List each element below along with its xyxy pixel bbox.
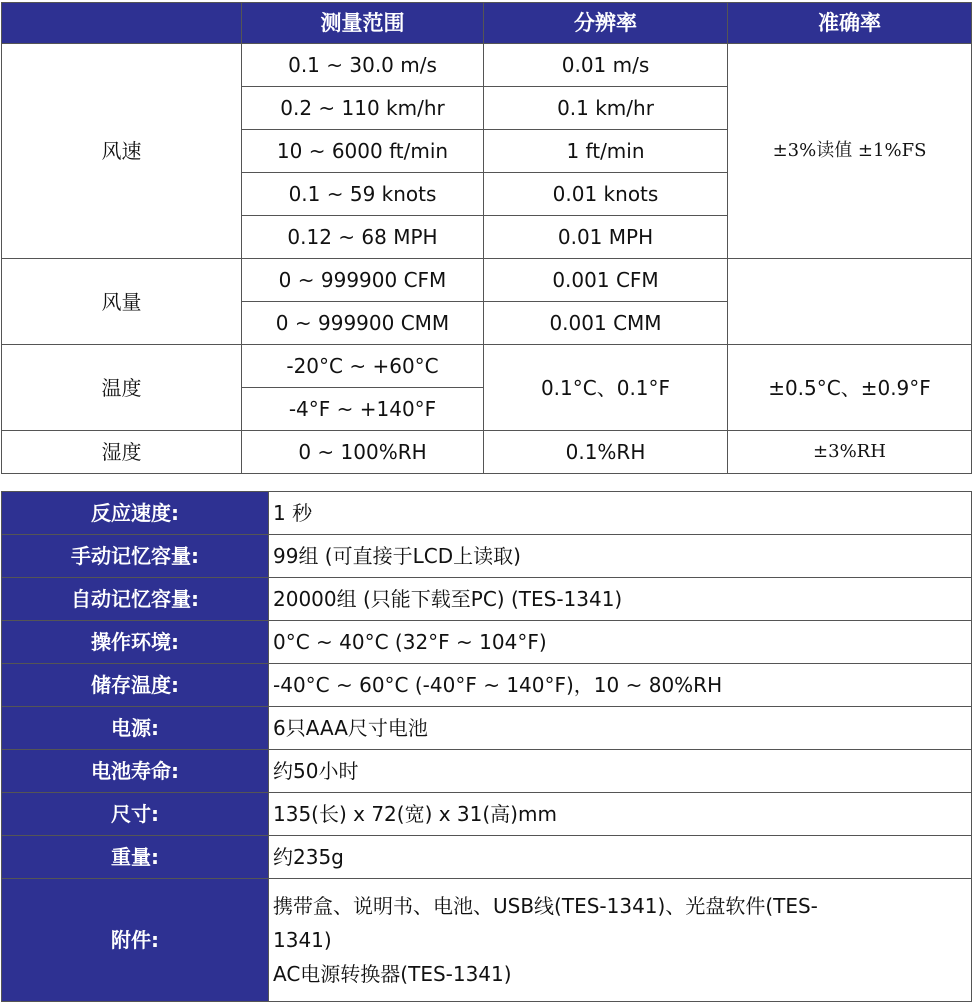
spec-label: 手动记忆容量:: [2, 535, 269, 578]
temperature-accuracy: ±0.5°C、±0.9°F: [728, 345, 972, 431]
spec-label: 反应速度:: [2, 492, 269, 535]
spec-value: 99组 (可直接于LCD上读取): [269, 535, 972, 578]
humidity-range: 0 ~ 100%RH: [242, 431, 484, 474]
spec-value: -40°C ~ 60°C (-40°F ~ 140°F)，10 ~ 80%RH: [269, 664, 972, 707]
spec-label: 电池寿命:: [2, 750, 269, 793]
accessories-line: 携带盒、说明书、电池、USB线(TES-1341)、光盘软件(TES-: [273, 894, 818, 918]
table-row: [2, 345, 972, 388]
wind-speed-range: 10 ~ 6000 ft/min: [242, 130, 484, 173]
table-row: [2, 578, 972, 621]
header-resolution: 分辨率: [484, 3, 728, 44]
spec-value: 20000组 (只能下载至PC) (TES-1341): [269, 578, 972, 621]
general-spec-table: [1, 491, 972, 1002]
spec-label: 重量:: [2, 836, 269, 879]
spec-value: 1 秒: [269, 492, 972, 535]
header-row: [2, 3, 972, 44]
spec-value: 6只AAA尺寸电池: [269, 707, 972, 750]
table-row: [2, 431, 972, 474]
accessories-line: AC电源转换器(TES-1341): [273, 962, 512, 986]
spec-label: 电源:: [2, 707, 269, 750]
wind-speed-range: 0.12 ~ 68 MPH: [242, 216, 484, 259]
wind-speed-label: 风速: [2, 44, 242, 259]
table-row: [2, 259, 972, 302]
spec-label: 储存温度:: [2, 664, 269, 707]
spec-value: 0°C ~ 40°C (32°F ~ 104°F): [269, 621, 972, 664]
spec-value: 约50小时: [269, 750, 972, 793]
temperature-range: -20°C ~ +60°C: [242, 345, 484, 388]
wind-speed-resolution: 0.1 km/hr: [484, 87, 728, 130]
air-flow-accuracy: [728, 259, 972, 345]
spec-label: 自动记忆容量:: [2, 578, 269, 621]
table-row: [2, 793, 972, 836]
table-row: [2, 836, 972, 879]
air-flow-range: 0 ~ 999900 CMM: [242, 302, 484, 345]
air-flow-range: 0 ~ 999900 CFM: [242, 259, 484, 302]
table-row: [2, 535, 972, 578]
spec-value: 135(长) x 72(宽) x 31(高)mm: [269, 793, 972, 836]
humidity-label: 湿度: [2, 431, 242, 474]
header-blank: [2, 3, 242, 44]
header-accuracy: 准确率: [728, 3, 972, 44]
wind-speed-range: 0.2 ~ 110 km/hr: [242, 87, 484, 130]
wind-speed-resolution: 0.01 m/s: [484, 44, 728, 87]
table-row: [2, 707, 972, 750]
temperature-resolution: 0.1°C、0.1°F: [484, 345, 728, 431]
air-flow-label: 风量: [2, 259, 242, 345]
table-row: [2, 44, 972, 87]
temperature-range: -4°F ~ +140°F: [242, 388, 484, 431]
spec-label: 操作环境:: [2, 621, 269, 664]
air-flow-resolution: 0.001 CFM: [484, 259, 728, 302]
humidity-resolution: 0.1%RH: [484, 431, 728, 474]
spec-label: 尺寸:: [2, 793, 269, 836]
humidity-accuracy: ±3%RH: [728, 431, 972, 474]
wind-speed-resolution: 0.01 knots: [484, 173, 728, 216]
table-row: [2, 879, 972, 1002]
air-flow-resolution: 0.001 CMM: [484, 302, 728, 345]
spec-value-accessories: [269, 879, 972, 1002]
accessories-line: 1341): [273, 928, 332, 952]
wind-speed-range: 0.1 ~ 59 knots: [242, 173, 484, 216]
table-row: [2, 492, 972, 535]
table-row: [2, 750, 972, 793]
measurement-spec-table: [1, 2, 972, 474]
table-row: [2, 664, 972, 707]
wind-speed-range: 0.1 ~ 30.0 m/s: [242, 44, 484, 87]
wind-speed-resolution: 1 ft/min: [484, 130, 728, 173]
table-row: [2, 621, 972, 664]
header-range: 测量范围: [242, 3, 484, 44]
spec-value: 约235g: [269, 836, 972, 879]
wind-speed-resolution: 0.01 MPH: [484, 216, 728, 259]
temperature-label: 温度: [2, 345, 242, 431]
spec-label: 附件:: [2, 879, 269, 1002]
wind-speed-accuracy: ±3%读值 ±1%FS: [728, 44, 972, 259]
